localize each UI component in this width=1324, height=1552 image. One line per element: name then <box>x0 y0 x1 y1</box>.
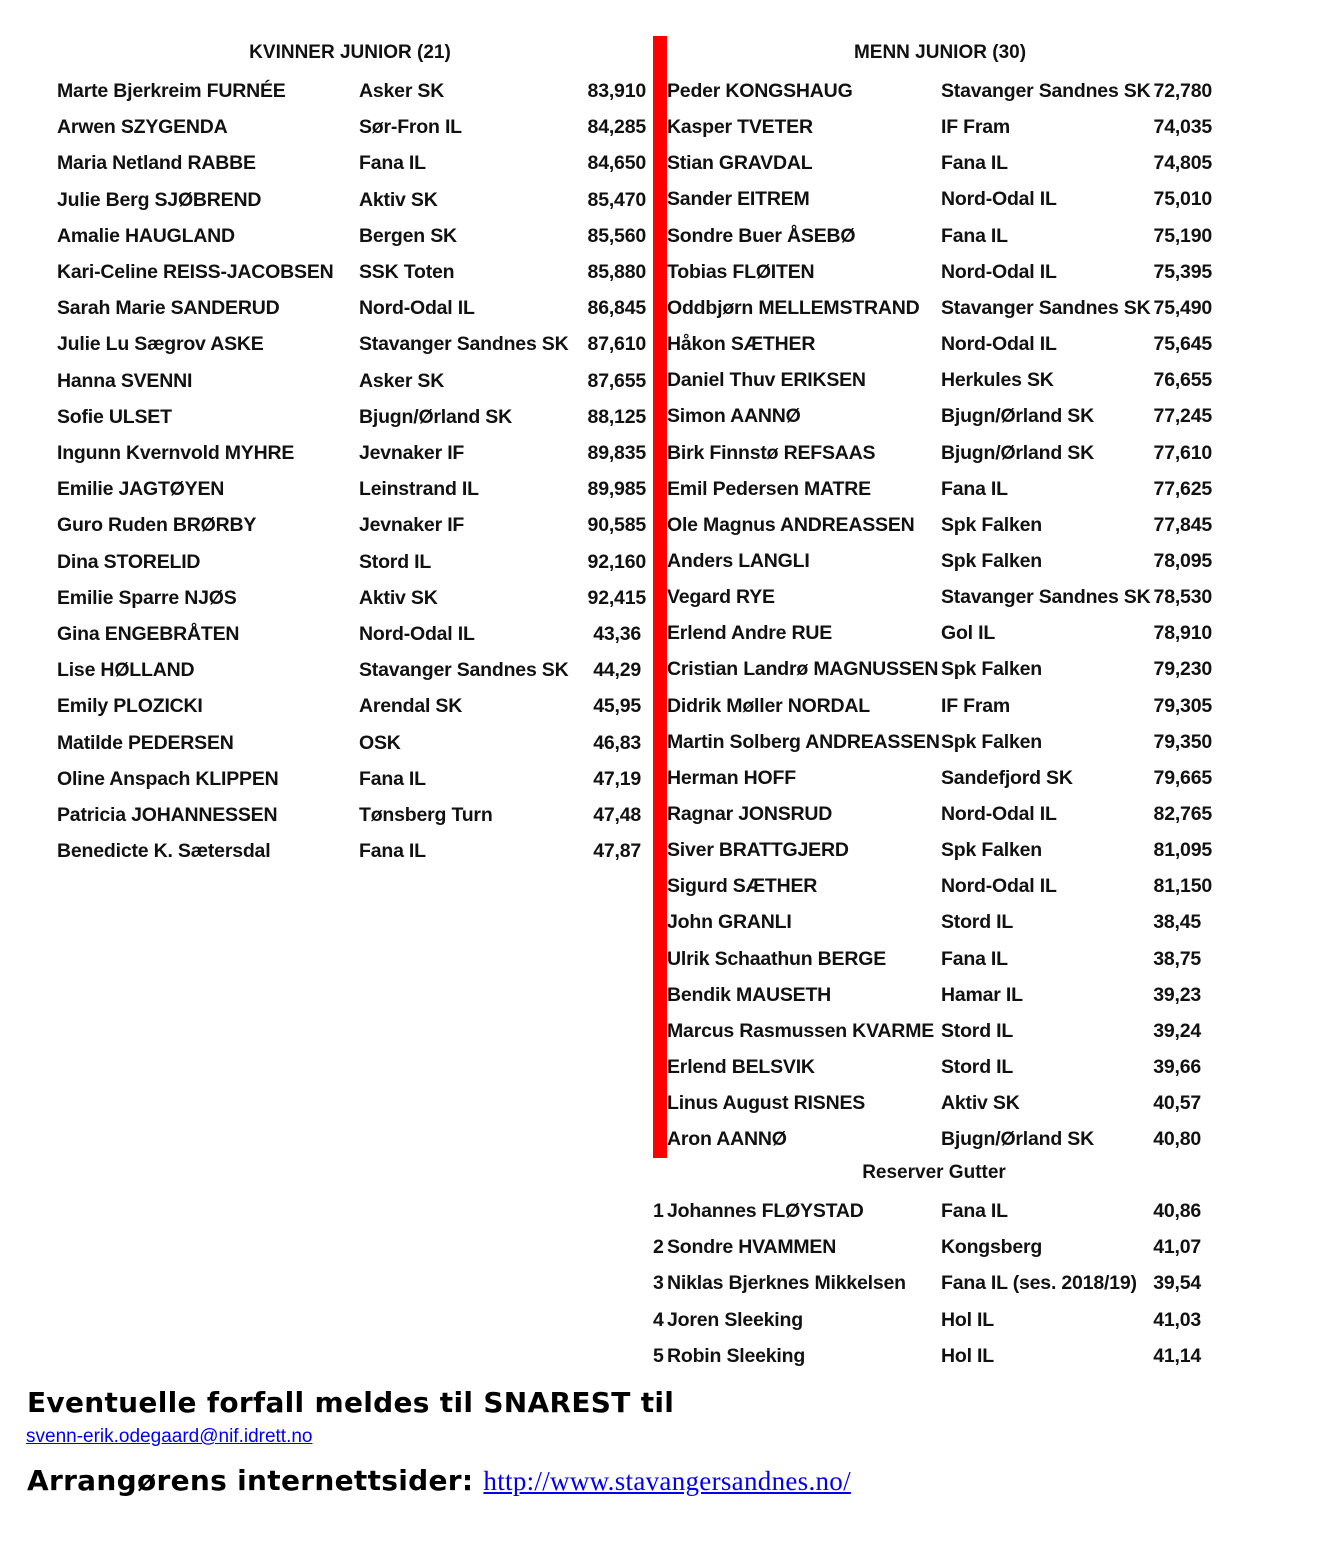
score: 78,095 <box>1153 549 1212 572</box>
men-table-row <box>0 73 1324 109</box>
athlete-name: Stian GRAVDAL <box>667 152 813 175</box>
men-table-row <box>0 651 1324 687</box>
club-name: SSK Toten <box>359 261 455 283</box>
club-name: IF Fram <box>941 694 1011 717</box>
athlete-name: Ole Magnus ANDREASSEN <box>667 513 915 536</box>
withdrawal-notice: Eventuelle forfall meldes til SNAREST til <box>27 1386 675 1419</box>
score: 75,190 <box>1153 224 1212 247</box>
club-name: Bjugn/Ørland SK <box>941 1128 1095 1151</box>
score: 47,87 <box>593 840 641 863</box>
score: 75,645 <box>1153 333 1212 356</box>
men-table-row <box>0 1049 1324 1085</box>
men-table-row <box>0 507 1324 543</box>
athlete-name: Matilde PEDERSEN <box>57 731 234 754</box>
men-table-row <box>0 688 1324 724</box>
club-name: Jevnaker IF <box>359 514 465 537</box>
club-name: Fana IL <box>359 152 426 175</box>
score: 77,845 <box>1153 513 1212 536</box>
men-table-row <box>0 109 1324 145</box>
athlete-name: Daniel Thuv ERIKSEN <box>667 369 866 392</box>
score: 77,245 <box>1153 405 1212 428</box>
score: 77,610 <box>1153 441 1212 464</box>
score: 43,36 <box>593 623 641 645</box>
score: 79,305 <box>1153 694 1212 717</box>
athlete-name: Oddbjørn MELLEMSTRAND <box>667 296 920 319</box>
score: 84,285 <box>587 116 646 139</box>
club-name: Spk Falken <box>941 730 1042 753</box>
club-name: Gol IL <box>941 622 996 645</box>
club-name: Spk Falken <box>941 513 1042 536</box>
score: 41,14 <box>1153 1344 1201 1367</box>
athlete-name: John GRANLI <box>667 911 792 934</box>
club-name: Nord-Odal IL <box>941 803 1057 825</box>
score: 39,54 <box>1153 1272 1201 1295</box>
club-name: Nord-Odal IL <box>941 333 1057 356</box>
score: 85,560 <box>587 224 646 247</box>
club-name: Fana IL <box>941 477 1008 500</box>
club-name: Fana IL <box>941 947 1008 970</box>
athlete-name: Emil Pedersen MATRE <box>667 477 871 500</box>
athlete-name: Emilie Sparre NJØS <box>57 586 237 609</box>
athlete-name: Bendik MAUSETH <box>667 983 832 1006</box>
reserve-number: 2 <box>653 1236 664 1259</box>
reserve-number: 5 <box>653 1344 664 1367</box>
club-name: Tønsberg Turn <box>359 804 493 826</box>
athlete-name: Robin Sleeking <box>667 1344 806 1367</box>
club-name: Arendal SK <box>359 695 463 718</box>
athlete-name: Maria Netland RABBE <box>57 152 256 175</box>
score: 40,86 <box>1153 1200 1201 1222</box>
men-table-row <box>0 471 1324 507</box>
club-name: Hol IL <box>941 1308 994 1331</box>
club-name: Jevnaker IF <box>359 442 465 464</box>
athlete-name: Sander EITREM <box>667 188 810 211</box>
athlete-name: Lise HØLLAND <box>57 659 195 682</box>
athlete-name: Oline Anspach KLIPPEN <box>57 767 279 790</box>
club-name: Stord IL <box>941 1056 1014 1079</box>
score: 75,010 <box>1153 188 1212 211</box>
reserve-number: 3 <box>653 1272 664 1295</box>
club-name: Asker SK <box>359 80 445 102</box>
score: 85,880 <box>587 261 646 283</box>
athlete-name: Sofie ULSET <box>57 405 172 428</box>
men-table-row <box>0 760 1324 796</box>
athlete-name: Vegard RYE <box>667 586 775 609</box>
club-name: IF Fram <box>941 116 1011 139</box>
score: 86,845 <box>587 297 646 320</box>
men-table-row <box>0 1085 1324 1121</box>
score: 40,80 <box>1153 1128 1201 1151</box>
athlete-name: Sigurd SÆTHER <box>667 875 818 898</box>
club-name: Stord IL <box>359 550 432 573</box>
athlete-name: Marte Bjerkreim FURNÉE <box>57 80 286 102</box>
athlete-name: Håkon SÆTHER <box>667 333 816 356</box>
club-name: Fana IL <box>941 224 1008 247</box>
club-name: OSK <box>359 731 401 754</box>
men-table-row <box>0 941 1324 977</box>
score: 41,07 <box>1153 1236 1201 1259</box>
men-table-row <box>0 1121 1324 1157</box>
score: 38,75 <box>1153 947 1201 970</box>
score: 85,470 <box>587 188 646 211</box>
contact-email-link[interactable]: svenn-erik.odegaard@nif.idrett.no <box>26 1426 313 1447</box>
men-table-row <box>0 326 1324 362</box>
club-name: Fana IL <box>359 840 426 863</box>
athlete-name: Simon AANNØ <box>667 405 801 428</box>
men-table-row <box>0 218 1324 254</box>
athlete-name: Hanna SVENNI <box>57 369 193 392</box>
club-name: Fana IL <box>941 1200 1008 1222</box>
men-table-row <box>0 1013 1324 1049</box>
score: 87,610 <box>587 333 646 356</box>
score: 83,910 <box>587 80 646 102</box>
club-name: Bjugn/Ørland SK <box>941 405 1095 428</box>
score: 39,66 <box>1153 1056 1201 1079</box>
men-table-row <box>0 796 1324 832</box>
athlete-name: Herman HOFF <box>667 766 796 789</box>
score: 90,585 <box>587 514 646 537</box>
athlete-name: Kari-Celine REISS-JACOBSEN <box>57 261 334 283</box>
score: 79,230 <box>1153 658 1212 681</box>
club-name: Hamar IL <box>941 983 1023 1006</box>
athlete-name: Emilie JAGTØYEN <box>57 478 225 501</box>
athlete-name: Anders LANGLI <box>667 549 810 572</box>
athlete-name: Emily PLOZICKI <box>57 695 203 718</box>
athlete-name: Benedicte K. Sætersdal <box>57 840 271 863</box>
men-table-row <box>0 615 1324 651</box>
athlete-name: Patricia JOHANNESSEN <box>57 804 278 826</box>
men-junior-heading: MENN JUNIOR (30) <box>853 42 1027 63</box>
score: 75,395 <box>1153 260 1212 283</box>
score: 88,125 <box>587 405 646 428</box>
club-name: Bjugn/Ørland SK <box>359 405 513 428</box>
men-table-row <box>0 435 1324 471</box>
reserve-table-row <box>0 1229 1324 1265</box>
score: 76,655 <box>1153 369 1212 392</box>
athlete-name: Aron AANNØ <box>667 1128 787 1151</box>
athlete-name: Johannes FLØYSTAD <box>667 1200 864 1222</box>
score: 72,780 <box>1153 80 1212 102</box>
reserve-number: 1 <box>653 1200 664 1222</box>
score: 75,490 <box>1153 296 1212 319</box>
reserves-heading: Reserver Gutter <box>862 1162 1006 1183</box>
men-table-row <box>0 181 1324 217</box>
score: 74,805 <box>1153 152 1212 175</box>
men-table-row <box>0 254 1324 290</box>
athlete-name: Julie Lu Sægrov ASKE <box>57 333 264 356</box>
men-table-row <box>0 832 1324 868</box>
men-table-row <box>0 145 1324 181</box>
website-line <box>27 1464 851 1497</box>
club-name: Stavanger Sandnes SK <box>359 659 569 682</box>
club-name: Nord-Odal IL <box>941 260 1057 283</box>
score: 82,765 <box>1153 803 1212 825</box>
reserve-table-row <box>0 1302 1324 1338</box>
club-name: Nord-Odal IL <box>941 188 1057 211</box>
athlete-name: Birk Finnstø REFSAAS <box>667 441 876 464</box>
athlete-name: Julie Berg SJØBREND <box>57 188 262 211</box>
score: 92,415 <box>587 586 646 609</box>
club-name: Spk Falken <box>941 549 1042 572</box>
score: 39,24 <box>1153 1019 1201 1042</box>
club-name: Kongsberg <box>941 1236 1043 1259</box>
score: 78,530 <box>1153 586 1212 609</box>
website-link[interactable]: http://www.stavangersandnes.no/ <box>483 1466 851 1496</box>
score: 84,650 <box>587 152 646 175</box>
score: 47,48 <box>593 804 641 826</box>
club-name: Fana IL <box>359 767 426 790</box>
club-name: Stavanger Sandnes SK <box>941 80 1151 102</box>
club-name: Sør-Fron IL <box>359 116 462 139</box>
score: 40,57 <box>1153 1092 1201 1115</box>
athlete-name: Cristian Landrø MAGNUSSEN <box>667 658 939 681</box>
score: 45,95 <box>593 695 641 718</box>
score: 47,19 <box>593 767 641 790</box>
athlete-name: Sarah Marie SANDERUD <box>57 297 280 320</box>
athlete-name: Peder KONGSHAUG <box>667 80 853 102</box>
athlete-name: Dina STORELID <box>57 550 201 573</box>
score: 44,29 <box>593 659 641 682</box>
score: 78,910 <box>1153 622 1212 645</box>
club-name: Spk Falken <box>941 658 1042 681</box>
men-table-row <box>0 724 1324 760</box>
reserve-table-row <box>0 1193 1324 1229</box>
score: 89,985 <box>587 478 646 501</box>
club-name: Stavanger Sandnes SK <box>941 296 1151 319</box>
club-name: Spk Falken <box>941 839 1042 862</box>
reserve-table-row <box>0 1338 1324 1374</box>
athlete-name: Joren Sleeking <box>667 1308 803 1331</box>
score: 81,150 <box>1153 875 1212 898</box>
club-name: Nord-Odal IL <box>359 623 475 645</box>
athlete-name: Gina ENGEBRÅTEN <box>57 623 240 645</box>
club-name: Stavanger Sandnes SK <box>359 333 569 356</box>
men-table-row <box>0 868 1324 904</box>
score: 87,655 <box>587 369 646 392</box>
men-table-row <box>0 290 1324 326</box>
club-name: Nord-Odal IL <box>359 297 475 320</box>
athlete-name: Ulrik Schaathun BERGE <box>667 947 887 970</box>
score: 89,835 <box>587 442 646 464</box>
club-name: Bjugn/Ørland SK <box>941 441 1095 464</box>
athlete-name: Ingunn Kvernvold MYHRE <box>57 442 295 464</box>
score: 79,665 <box>1153 766 1212 789</box>
score: 39,23 <box>1153 983 1201 1006</box>
score: 38,45 <box>1153 911 1201 934</box>
club-name: Sandefjord SK <box>941 766 1073 789</box>
athlete-name: Arwen SZYGENDA <box>57 116 228 139</box>
men-table-row <box>0 977 1324 1013</box>
score: 41,03 <box>1153 1308 1201 1331</box>
athlete-name: Siver BRATTGJERD <box>667 839 849 862</box>
club-name: Stavanger Sandnes SK <box>941 586 1151 609</box>
athlete-name: Marcus Rasmussen KVARME <box>667 1019 935 1042</box>
athlete-name: Kasper TVETER <box>667 116 813 139</box>
club-name: Aktiv SK <box>359 188 438 211</box>
website-label: Arrangørens internettsider: <box>27 1464 474 1497</box>
club-name: Asker SK <box>359 369 445 392</box>
athlete-name: Erlend BELSVIK <box>667 1056 815 1079</box>
club-name: Leinstrand IL <box>359 478 479 501</box>
athlete-name: Didrik Møller NORDAL <box>667 694 870 717</box>
women-junior-heading: KVINNER JUNIOR (21) <box>249 42 451 63</box>
athlete-name: Guro Ruden BRØRBY <box>57 514 257 537</box>
club-name: Aktiv SK <box>359 586 438 609</box>
club-name: Fana IL <box>941 152 1008 175</box>
score: 77,625 <box>1153 477 1212 500</box>
club-name: Herkules SK <box>941 369 1054 392</box>
athlete-name: Martin Solberg ANDREASSEN <box>667 730 940 753</box>
club-name: Bergen SK <box>359 224 457 247</box>
score: 74,035 <box>1153 116 1212 139</box>
club-name: Aktiv SK <box>941 1092 1020 1115</box>
men-table-row <box>0 904 1324 940</box>
reserve-table-row <box>0 1265 1324 1301</box>
club-name: Hol IL <box>941 1344 994 1367</box>
athlete-name: Erlend Andre RUE <box>667 622 833 645</box>
athlete-name: Linus August RISNES <box>667 1092 866 1115</box>
men-table-row <box>0 579 1324 615</box>
score: 81,095 <box>1153 839 1212 862</box>
score: 46,83 <box>593 731 641 754</box>
athlete-name: Sondre HVAMMEN <box>667 1236 837 1259</box>
athlete-name: Niklas Bjerknes Mikkelsen <box>667 1272 906 1295</box>
athlete-name: Tobias FLØITEN <box>667 260 815 283</box>
club-name: Stord IL <box>941 1019 1014 1042</box>
men-table-row <box>0 543 1324 579</box>
athlete-name: Amalie HAUGLAND <box>57 224 235 247</box>
reserve-number: 4 <box>653 1308 664 1331</box>
score: 79,350 <box>1153 730 1212 753</box>
club-name: Stord IL <box>941 911 1014 934</box>
athlete-name: Sondre Buer ÅSEBØ <box>667 224 856 247</box>
men-table-row <box>0 362 1324 398</box>
men-table-row <box>0 398 1324 434</box>
score: 92,160 <box>587 550 646 573</box>
club-name: Fana IL (ses. 2018/19) <box>941 1272 1137 1295</box>
athlete-name: Ragnar JONSRUD <box>667 803 833 825</box>
club-name: Nord-Odal IL <box>941 875 1057 898</box>
